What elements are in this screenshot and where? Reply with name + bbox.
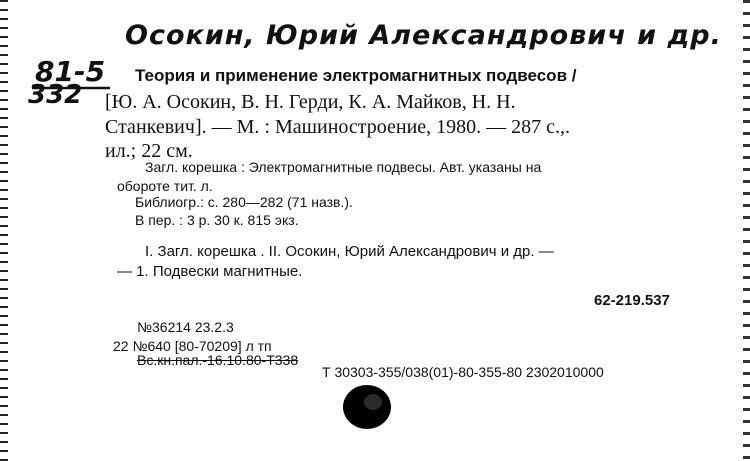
handwritten-header: Осокин, Юрий Александрович и др.: [125, 20, 722, 51]
title-line-2: [Ю. А. Осокин, В. Н. Герди, К. А. Майков, Н. Н.: [105, 91, 516, 113]
record-line-3: Вс.кн.пал.-16.10.80-Т338: [137, 352, 299, 368]
tracing-line-1: I. Загл. корешка . II. Осокин, Юрий Александрович и др. —: [145, 243, 554, 260]
card-right-edge: [743, 0, 750, 461]
tracing-line-2: — 1. Подвески магнитные.: [117, 263, 303, 280]
note-line-3: Библиогр.: с. 280—282 (71 назв.).: [135, 194, 353, 210]
classification-number: 62-219.537: [594, 292, 670, 309]
call-number-bottom: 332: [28, 80, 83, 110]
title-line-3: Станкевич]. — М. : Машиностроение, 1980. — 287 с.,.: [105, 116, 571, 138]
note-line-4: В пер. : 3 р. 30 к. 815 экз.: [135, 212, 299, 228]
title-line-1: Теория и применение электромагнитных подвесов /: [135, 66, 577, 85]
record-line-2: 22 №640 [80-70209] л тп: [113, 338, 272, 354]
punch-hole: [340, 382, 396, 432]
note-line-2: обороте тит. л.: [117, 178, 213, 194]
record-line-1: №36214 23.2.3: [137, 319, 234, 335]
card-left-edge: [0, 0, 8, 461]
record-line-4: Т 30303-355/038(01)-80-355-80 2302010000: [322, 364, 604, 380]
title-line-4: ил.; 22 см.: [105, 140, 193, 162]
call-number-top: 81-5: [35, 55, 106, 88]
note-line-1: Загл. корешка : Электромагнитные подвесы. Авт. указаны на: [145, 159, 542, 175]
